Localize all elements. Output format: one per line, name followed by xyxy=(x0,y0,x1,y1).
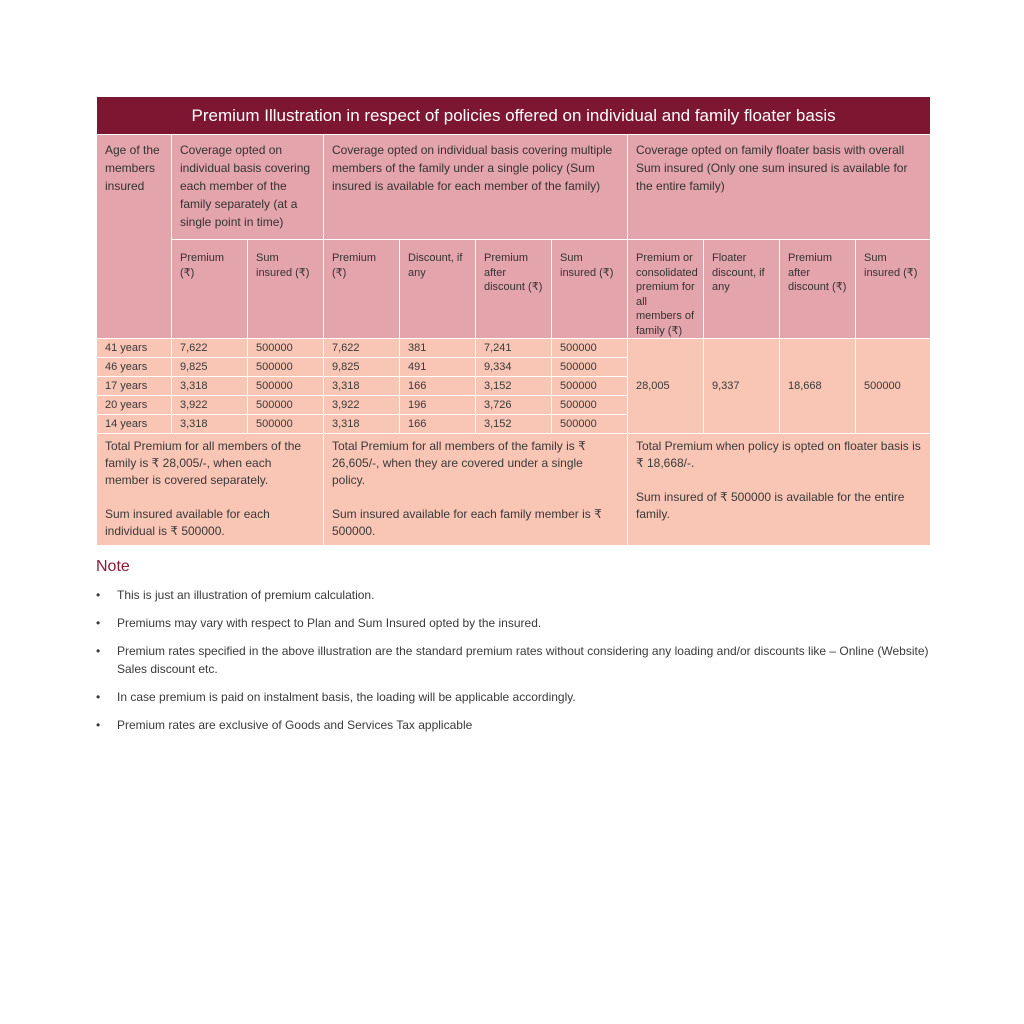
multi-premium-cell: 7,622 xyxy=(324,339,400,358)
premium-table xyxy=(96,96,931,546)
multi-sum-cell: 500000 xyxy=(552,377,628,396)
individual-sum-text: Sum insured available for each individual is ₹ 500000. xyxy=(105,507,270,538)
ind-sum-cell: 500000 xyxy=(248,339,324,358)
list-item xyxy=(96,688,930,706)
list-item xyxy=(96,614,930,632)
ind-premium-cell: 7,622 xyxy=(172,339,248,358)
ind-sum-cell: 500000 xyxy=(248,377,324,396)
age-cell: 17 years xyxy=(97,377,172,396)
multi-discount-cell: 381 xyxy=(400,339,476,358)
ind-premium-cell: 3,318 xyxy=(172,415,248,434)
multi-discount-cell: 166 xyxy=(400,377,476,396)
subheader-floater-premium: Premium or consolidated premium for all members of family (₹) xyxy=(628,240,704,339)
subheader-floater-sum-insured: Sum insured (₹) xyxy=(856,240,931,339)
multi-total-text: Total Premium for all members of the family is ₹ 26,605/-, when they are covered under a single policy. xyxy=(332,439,586,487)
note-title: Note xyxy=(96,558,130,575)
multi-sum-cell: 500000 xyxy=(552,358,628,377)
note-text: In case premium is paid on instalment basis, the loading will be applicable accordingly. xyxy=(117,690,576,704)
ind-premium-cell: 3,922 xyxy=(172,396,248,415)
ind-sum-cell: 500000 xyxy=(248,358,324,377)
floater-premium-cell: 28,005 xyxy=(628,339,704,434)
subheader-floater-discount: Floater discount, if any xyxy=(704,240,780,339)
multi-premium-cell: 3,318 xyxy=(324,415,400,434)
floater-sum-insured-cell: 500000 xyxy=(856,339,931,434)
multi-premium-cell: 9,825 xyxy=(324,358,400,377)
multi-after-cell: 3,726 xyxy=(476,396,552,415)
multi-after-cell: 9,334 xyxy=(476,358,552,377)
premium-illustration xyxy=(96,96,930,744)
floater-after-discount-cell: 18,668 xyxy=(780,339,856,434)
age-cell: 46 years xyxy=(97,358,172,377)
multi-sum-cell: 500000 xyxy=(552,339,628,358)
table-row xyxy=(97,339,931,358)
floater-discount-cell: 9,337 xyxy=(704,339,780,434)
subheader-multi-discount: Discount, if any xyxy=(400,240,476,339)
age-cell: 20 years xyxy=(97,396,172,415)
list-item xyxy=(96,716,930,734)
floater-coverage-header: Coverage opted on family floater basis with overall Sum insured (Only one sum insured is available for the entire family) xyxy=(628,135,931,240)
floater-total-text: Total Premium when policy is opted on floater basis is ₹ 18,668/-. xyxy=(636,439,921,470)
multi-sum-cell: 500000 xyxy=(552,396,628,415)
multi-after-cell: 3,152 xyxy=(476,377,552,396)
multi-discount-cell: 491 xyxy=(400,358,476,377)
multi-after-cell: 3,152 xyxy=(476,415,552,434)
bullet-icon: • xyxy=(96,616,101,630)
multi-sum-cell: 500000 xyxy=(552,415,628,434)
multi-totals-cell xyxy=(324,434,628,546)
multi-after-cell: 7,241 xyxy=(476,339,552,358)
age-cell: 41 years xyxy=(97,339,172,358)
subheader-multi-premium: Premium (₹) xyxy=(324,240,400,339)
list-item xyxy=(96,586,930,604)
individual-totals-cell xyxy=(97,434,324,546)
subheader-multi-sum-insured: Sum insured (₹) xyxy=(552,240,628,339)
individual-total-text: Total Premium for all members of the family is ₹ 28,005/-, when each member is covered separately. xyxy=(105,439,302,487)
bullet-icon: • xyxy=(96,718,101,732)
note-list xyxy=(96,586,930,734)
bullet-icon: • xyxy=(96,644,101,658)
subheader-ind-premium: Premium (₹) xyxy=(172,240,248,339)
floater-totals-cell xyxy=(628,434,931,546)
bullet-icon: • xyxy=(96,588,101,602)
multi-premium-cell: 3,922 xyxy=(324,396,400,415)
note-text: Premium rates specified in the above illustration are the standard premium rates without considering any loading and/or discounts like – Online (Website) Sales discount etc. xyxy=(117,644,929,676)
ind-premium-cell: 9,825 xyxy=(172,358,248,377)
ind-premium-cell: 3,318 xyxy=(172,377,248,396)
table-title: Premium Illustration in respect of policies offered on individual and family floater basis xyxy=(97,97,931,135)
floater-sum-text: Sum insured of ₹ 500000 is available for the entire family. xyxy=(636,490,905,521)
note-text: This is just an illustration of premium calculation. xyxy=(117,588,375,602)
list-item xyxy=(96,642,930,678)
multi-sum-text: Sum insured available for each family member is ₹ 500000. xyxy=(332,507,602,538)
bullet-icon: • xyxy=(96,690,101,704)
note-text: Premiums may vary with respect to Plan and Sum Insured opted by the insured. xyxy=(117,616,542,630)
age-cell: 14 years xyxy=(97,415,172,434)
individual-coverage-header: Coverage opted on individual basis covering each member of the family separately (at a single point in time) xyxy=(172,135,324,240)
totals-row xyxy=(97,434,931,546)
multi-premium-cell: 3,318 xyxy=(324,377,400,396)
subheader-floater-after-discount: Premium after discount (₹) xyxy=(780,240,856,339)
note-text: Premium rates are exclusive of Goods and Services Tax applicable xyxy=(117,718,473,732)
multi-discount-cell: 196 xyxy=(400,396,476,415)
multi-discount-cell: 166 xyxy=(400,415,476,434)
ind-sum-cell: 500000 xyxy=(248,415,324,434)
ind-sum-cell: 500000 xyxy=(248,396,324,415)
age-header: Age of the members insured xyxy=(97,135,172,339)
subheader-multi-after-discount: Premium after discount (₹) xyxy=(476,240,552,339)
subheader-ind-sum-insured: Sum insured (₹) xyxy=(248,240,324,339)
multi-member-coverage-header: Coverage opted on individual basis covering multiple members of the family under a single policy (Sum insured is available for each member of the family) xyxy=(324,135,628,240)
